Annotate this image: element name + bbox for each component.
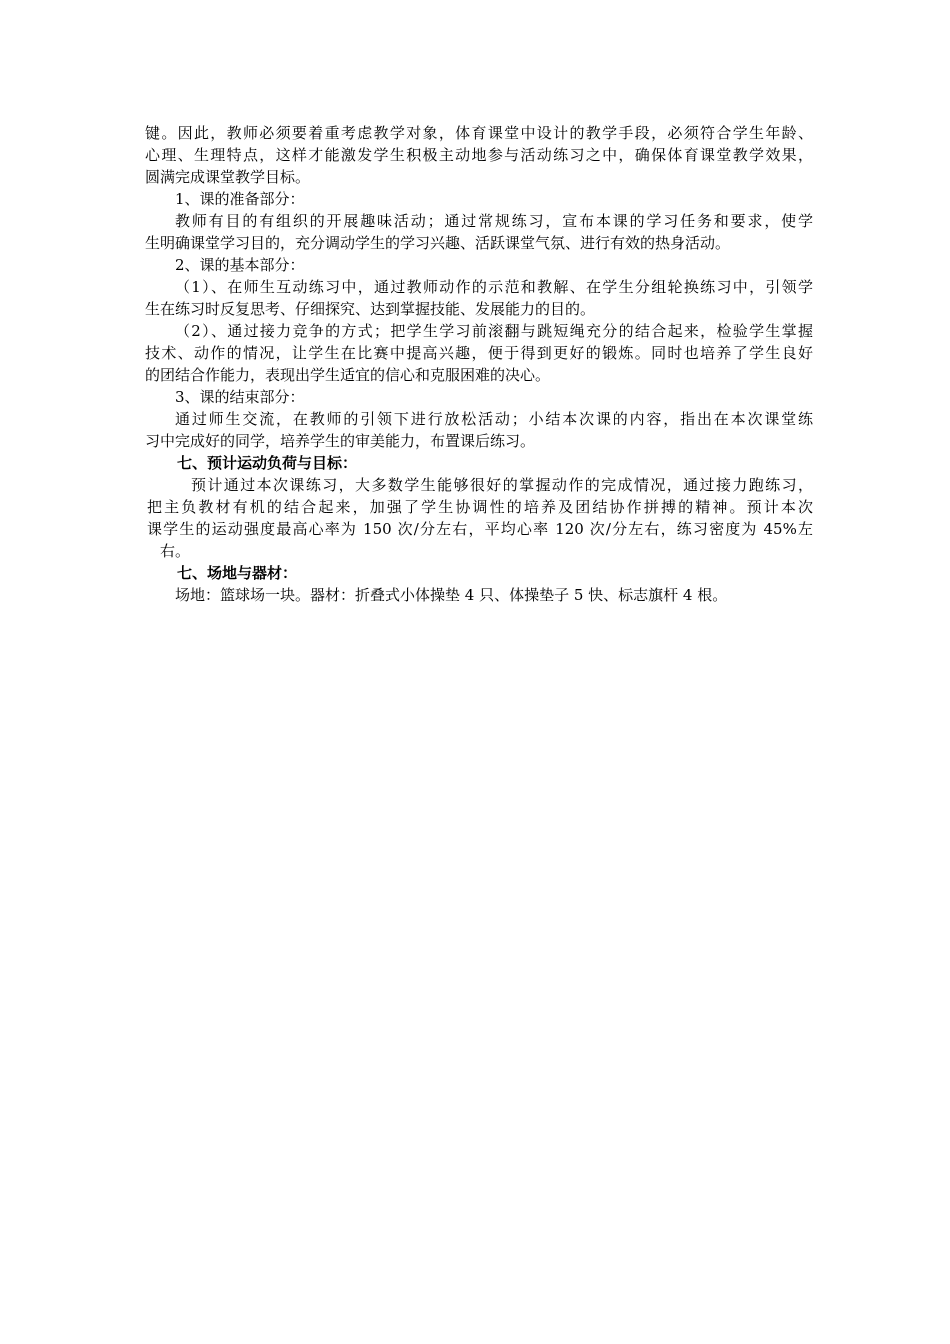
section-load-line-4: 右。 bbox=[160, 542, 191, 560]
part2-item2-line-2: 技术、动作的情况，让学生在比赛中提高兴趣，便于得到更好的锻炼。同时也培养了学生良好 bbox=[145, 344, 813, 362]
part1-paragraph bbox=[145, 210, 813, 254]
part2-item2-line-1: （2）、通过接力竞争的方式；把学生学习前滚翻与跳短绳充分的结合起来，检验学生掌握 bbox=[175, 322, 813, 340]
section-load-paragraph bbox=[145, 474, 813, 562]
part1-line-1: 教师有目的有组织的开展趣味活动；通过常规练习，宣布本课的学习任务和要求，使学 bbox=[175, 212, 813, 230]
part3-paragraph bbox=[145, 408, 813, 452]
section-venue-line: 场地：篮球场一块。器材：折叠式小体操垫 4 只、体操垫子 5 快、标志旗杆 4 根。 bbox=[175, 586, 728, 604]
section-load-heading: 七、预计运动负荷与目标： bbox=[177, 454, 358, 472]
part2-item2 bbox=[145, 320, 813, 386]
intro-line-3: 圆满完成课堂教学目标。 bbox=[145, 168, 311, 186]
document-page bbox=[145, 122, 813, 606]
part3-line-1: 通过师生交流，在教师的引领下进行放松活动；小结本次课的内容，指出在本次课堂练 bbox=[175, 410, 813, 428]
intro-line-2: 心理、生理特点，这样才能激发学生积极主动地参与活动练习之中，确保体育课堂教学效果， bbox=[145, 146, 813, 164]
part2-item1-line-1: （1）、在师生互动练习中，通过教师动作的示范和教解、在学生分组轮换练习中，引领学 bbox=[175, 278, 813, 296]
part3-line-2: 习中完成好的同学，培养学生的审美能力，布置课后练习。 bbox=[145, 432, 536, 450]
part1-line-2: 生明确课堂学习目的，充分调动学生的学习兴趣、活跃课堂气氛、进行有效的热身活动。 bbox=[145, 234, 731, 252]
section-load-line-2: 把主负教材有机的结合起来，加强了学生协调性的培养及团结协作拼搏的精神。预计本次 bbox=[147, 498, 813, 516]
section-load-line-1: 预计通过本次课练习，大多数学生能够很好的掌握动作的完成情况，通过接力跑练习， bbox=[191, 476, 813, 494]
intro-line-1: 键。因此，教师必须要着重考虑教学对象，体育课堂中设计的教学手段，必须符合学生年龄、 bbox=[145, 124, 813, 142]
intro-paragraph bbox=[145, 122, 813, 188]
part2-heading: 2、课的基本部分： bbox=[175, 256, 305, 274]
section-load-line-3: 课学生的运动强度最高心率为 150 次/分左右，平均心率 120 次/分左右，练习密度为 45%左 bbox=[147, 520, 813, 538]
part2-item2-line-3: 的团结合作能力，表现出学生适宜的信心和克服困难的决心。 bbox=[145, 366, 551, 384]
part2-item1 bbox=[145, 276, 813, 320]
part2-item1-line-2: 生在练习时反复思考、仔细探究、达到掌握技能、发展能力的目的。 bbox=[145, 300, 596, 318]
part3-heading: 3、课的结束部分： bbox=[175, 388, 305, 406]
section-venue-heading: 七、场地与器材： bbox=[177, 564, 298, 582]
part1-heading: 1、课的准备部分： bbox=[175, 190, 305, 208]
